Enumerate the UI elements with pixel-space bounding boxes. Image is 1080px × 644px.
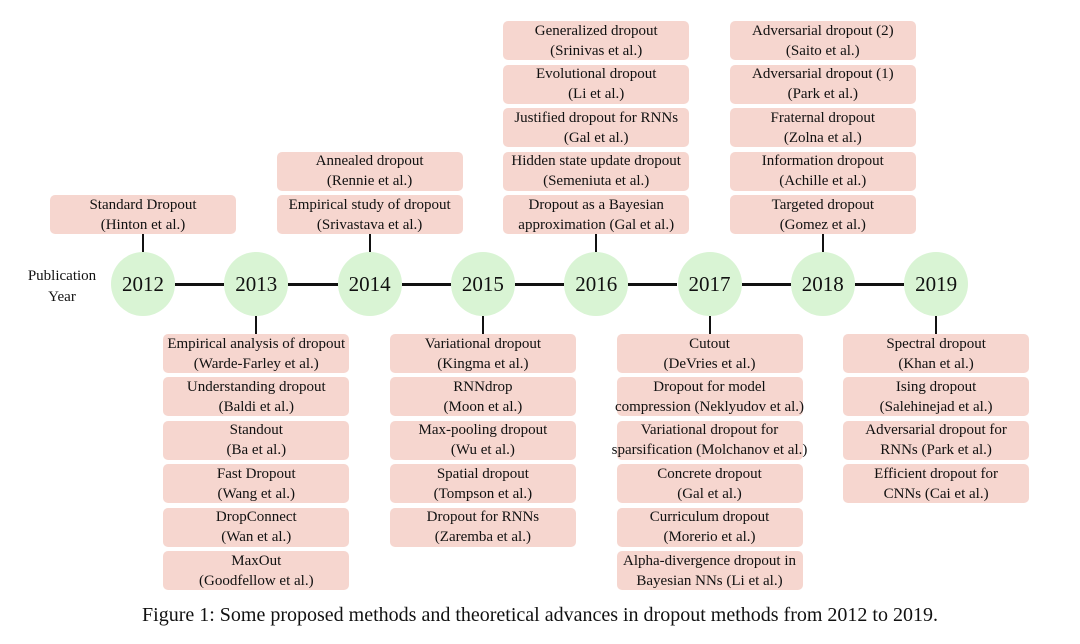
method-line: (Tompson et al.) bbox=[433, 485, 533, 502]
timeline-segment bbox=[175, 283, 224, 286]
connector-tick bbox=[935, 316, 937, 334]
method-box-2012-above-0 bbox=[50, 195, 236, 234]
method-line: (Goodfellow et al.) bbox=[199, 572, 314, 589]
timeline-segment bbox=[402, 283, 451, 286]
method-box-2018-above-3 bbox=[730, 152, 916, 191]
method-box-2017-below-5 bbox=[617, 551, 803, 590]
method-line: (Saito et al.) bbox=[785, 42, 860, 59]
method-box-2016-above-1 bbox=[503, 65, 689, 104]
method-line: (Moon et al.) bbox=[443, 398, 523, 415]
method-line: approximation (Gal et al.) bbox=[518, 216, 675, 233]
method-line: Justified dropout for RNNs bbox=[514, 109, 679, 126]
connector-tick bbox=[369, 234, 371, 252]
method-box-2014-above-1 bbox=[277, 195, 463, 234]
method-line: Max-pooling dropout bbox=[418, 422, 548, 439]
method-line: (Salehinejad et al.) bbox=[879, 398, 993, 415]
method-line: Concrete dropout bbox=[657, 465, 762, 482]
method-box-2015-below-4 bbox=[390, 508, 576, 547]
method-line: (Wang et al.) bbox=[217, 485, 296, 502]
connector-tick bbox=[709, 316, 711, 334]
method-line: (Warde-Farley et al.) bbox=[193, 355, 319, 372]
method-line: (Gal et al.) bbox=[677, 485, 742, 502]
method-box-2015-below-3 bbox=[390, 464, 576, 503]
method-line: (Khan et al.) bbox=[898, 355, 974, 372]
method-line: Targeted dropout bbox=[771, 196, 874, 213]
method-line: Alpha-divergence dropout in bbox=[622, 552, 796, 569]
method-line: Hidden state update dropout bbox=[511, 153, 681, 170]
method-box-2019-below-3 bbox=[843, 464, 1029, 503]
method-line: (Gal et al.) bbox=[563, 129, 629, 146]
timeline-segment bbox=[288, 283, 337, 286]
method-line: Adversarial dropout (1) bbox=[751, 66, 894, 83]
method-line: (DeVries et al.) bbox=[663, 355, 756, 372]
method-box-2016-above-0 bbox=[503, 21, 689, 60]
figure-caption: Figure 1: Some proposed methods and theoretical advances in dropout methods from 2012 to 2019. bbox=[142, 604, 938, 626]
method-line: (Li et al.) bbox=[568, 86, 625, 103]
method-box-2016-above-3 bbox=[503, 152, 689, 191]
method-box-2013-below-5 bbox=[163, 551, 349, 590]
year-node-2014: 2014 bbox=[338, 252, 402, 316]
method-box-2013-below-2 bbox=[163, 421, 349, 460]
method-line: (Achille et al.) bbox=[779, 173, 867, 190]
method-box-2016-above-4 bbox=[503, 195, 689, 234]
method-line: Dropout for model bbox=[653, 378, 766, 395]
method-line: Variational dropout for bbox=[640, 422, 779, 439]
timeline-segment bbox=[855, 283, 904, 286]
method-line: Adversarial dropout (2) bbox=[751, 22, 894, 39]
method-line: Fast Dropout bbox=[216, 465, 296, 482]
method-line: (Wu et al.) bbox=[450, 442, 515, 459]
method-line: Annealed dropout bbox=[315, 153, 424, 170]
year-node-2013: 2013 bbox=[224, 252, 288, 316]
method-box-2018-above-2 bbox=[730, 108, 916, 147]
method-line: MaxOut bbox=[231, 552, 282, 569]
method-line: Generalized dropout bbox=[534, 22, 658, 39]
method-line: (Baldi et al.) bbox=[218, 398, 294, 415]
timeline-segment bbox=[742, 283, 791, 286]
year-node-2018: 2018 bbox=[791, 252, 855, 316]
method-box-2017-below-1 bbox=[614, 377, 805, 416]
method-box-2019-below-1 bbox=[843, 377, 1029, 416]
year-node-2017: 2017 bbox=[678, 252, 742, 316]
method-box-2015-below-2 bbox=[390, 421, 576, 460]
connector-tick bbox=[822, 234, 824, 252]
publication-year-label bbox=[18, 266, 106, 308]
method-line: (Gomez et al.) bbox=[779, 216, 866, 233]
timeline-segment bbox=[515, 283, 564, 286]
method-box-2015-below-1 bbox=[390, 377, 576, 416]
method-box-2019-below-2 bbox=[843, 421, 1029, 460]
method-line: (Rennie et al.) bbox=[326, 173, 413, 190]
method-box-2014-above-0 bbox=[277, 152, 463, 191]
method-line: CNNs (Cai et al.) bbox=[883, 485, 989, 502]
method-line: Standout bbox=[229, 422, 283, 439]
method-box-2017-below-2 bbox=[611, 421, 808, 460]
method-line: (Park et al.) bbox=[787, 86, 858, 103]
method-line: (Wan et al.) bbox=[221, 529, 292, 546]
method-line: Fraternal dropout bbox=[770, 109, 876, 126]
method-box-2017-below-4 bbox=[617, 508, 803, 547]
method-box-2019-below-0 bbox=[843, 334, 1029, 373]
method-line: RNNdrop bbox=[453, 378, 513, 395]
year-node-2019: 2019 bbox=[904, 252, 968, 316]
method-line: Understanding dropout bbox=[186, 378, 326, 395]
method-line: sparsification (Molchanov et al.) bbox=[611, 442, 808, 459]
method-line: (Srinivas et al.) bbox=[550, 42, 643, 59]
publication-label-line-2: Year bbox=[48, 289, 76, 305]
year-node-2016: 2016 bbox=[564, 252, 628, 316]
method-line: Spectral dropout bbox=[886, 335, 986, 352]
method-line: Ising dropout bbox=[895, 378, 977, 395]
method-line: (Semeniuta et al.) bbox=[543, 173, 650, 190]
method-box-2015-below-0 bbox=[390, 334, 576, 373]
method-box-2017-below-0 bbox=[617, 334, 803, 373]
method-line: (Hinton et al.) bbox=[100, 216, 186, 233]
method-box-2018-above-0 bbox=[730, 21, 916, 60]
method-box-2013-below-4 bbox=[163, 508, 349, 547]
method-line: (Ba et al.) bbox=[226, 442, 287, 459]
method-box-2018-above-1 bbox=[730, 65, 916, 104]
connector-tick bbox=[595, 234, 597, 252]
method-line: Spatial dropout bbox=[436, 465, 529, 482]
method-line: Empirical analysis of dropout bbox=[167, 335, 346, 352]
method-line: Curriculum dropout bbox=[649, 509, 770, 526]
method-box-2013-below-1 bbox=[163, 377, 349, 416]
method-box-2016-above-2 bbox=[503, 108, 689, 147]
method-box-2017-below-3 bbox=[617, 464, 803, 503]
year-node-2015: 2015 bbox=[451, 252, 515, 316]
year-node-2012: 2012 bbox=[111, 252, 175, 316]
method-line: (Zaremba et al.) bbox=[434, 529, 531, 546]
method-line: compression (Neklyudov et al.) bbox=[614, 398, 805, 415]
connector-tick bbox=[142, 234, 144, 252]
method-line: Standard Dropout bbox=[89, 196, 197, 213]
connector-tick bbox=[482, 316, 484, 334]
connector-tick bbox=[255, 316, 257, 334]
method-line: Variational dropout bbox=[424, 335, 541, 352]
method-line: Dropout as a Bayesian bbox=[528, 196, 664, 213]
method-box-2018-above-4 bbox=[730, 195, 916, 234]
method-line: Bayesian NNs (Li et al.) bbox=[636, 572, 783, 589]
method-line: (Morerio et al.) bbox=[663, 529, 756, 546]
method-line: (Kingma et al.) bbox=[437, 355, 529, 372]
method-line: Dropout for RNNs bbox=[426, 509, 540, 526]
method-line: Adversarial dropout for bbox=[865, 422, 1007, 439]
method-box-2013-below-3 bbox=[163, 464, 349, 503]
method-line: Information dropout bbox=[761, 153, 884, 170]
method-line: Cutout bbox=[689, 335, 730, 352]
method-line: Empirical study of dropout bbox=[288, 196, 451, 213]
method-line: (Srivastava et al.) bbox=[316, 216, 423, 233]
timeline-segment bbox=[628, 283, 677, 286]
method-line: RNNs (Park et al.) bbox=[880, 442, 992, 459]
method-line: DropConnect bbox=[215, 509, 297, 526]
publication-label-line-1: Publication bbox=[27, 268, 97, 284]
method-line: Evolutional dropout bbox=[535, 66, 657, 83]
method-line: Efficient dropout for bbox=[874, 465, 999, 482]
method-box-2013-below-0 bbox=[163, 334, 349, 373]
method-line: (Zolna et al.) bbox=[783, 129, 862, 146]
